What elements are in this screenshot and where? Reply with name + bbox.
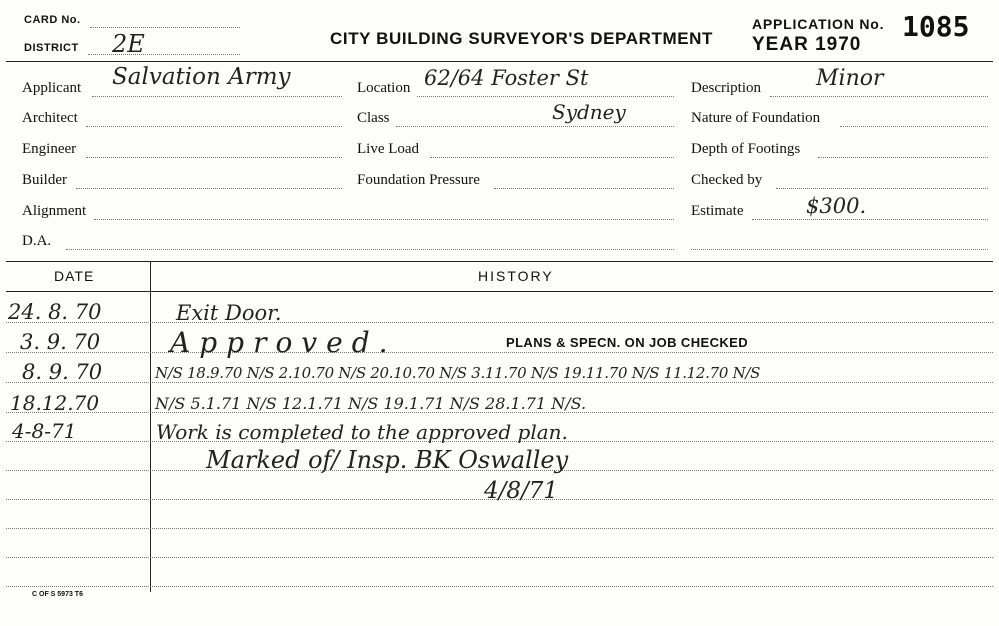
history-row-date: 3. 9. 70 <box>20 330 101 354</box>
location-label: Location <box>357 80 411 96</box>
row-rule <box>6 322 993 323</box>
card-no-line <box>90 27 240 28</box>
row-rule <box>6 557 993 558</box>
job-check-stamp: PLANS & SPECN. ON JOB CHECKED <box>506 335 749 350</box>
history-row-text: Approved. <box>170 326 397 359</box>
history-row-text: Exit Door. <box>176 301 282 325</box>
class-label: Class <box>357 110 390 126</box>
location-value: 62/64 Foster St <box>424 66 589 90</box>
row-rule <box>6 586 993 587</box>
applicant-label: Applicant <box>22 80 82 96</box>
history-row-date: 24. 8. 70 <box>8 300 102 324</box>
foundation-pressure-line <box>494 188 674 189</box>
da-line <box>66 249 674 250</box>
alignment-label: Alignment <box>22 203 87 219</box>
depth-of-footings-label: Depth of Footings <box>691 141 801 157</box>
class-line <box>396 126 674 127</box>
row-rule <box>6 352 993 353</box>
da-label: D.A. <box>22 233 52 249</box>
estimate-line <box>752 219 988 220</box>
description-line <box>770 96 988 97</box>
description-value: Minor <box>816 66 884 91</box>
live-load-line <box>430 157 674 158</box>
blank-right-line <box>691 249 988 250</box>
builder-label: Builder <box>22 172 67 188</box>
checked-by-label: Checked by <box>691 172 763 188</box>
application-no-value: 1085 <box>902 10 970 43</box>
department-title: CITY BUILDING SURVEYOR'S DEPARTMENT <box>330 29 714 48</box>
history-top-rule <box>6 261 993 262</box>
nature-line <box>840 126 988 127</box>
history-row-date: 18.12.70 <box>10 391 100 415</box>
applicant-line <box>92 96 342 97</box>
history-header: HISTORY <box>478 268 554 284</box>
engineer-line <box>86 157 342 158</box>
card-no-label: CARD No. <box>24 14 81 26</box>
depth-line <box>818 157 988 158</box>
application-no-label: APPLICATION No. <box>752 16 885 32</box>
signature-date: 4/8/71 <box>484 478 559 504</box>
district-line <box>88 54 240 55</box>
architect-label: Architect <box>22 110 78 126</box>
nature-of-foundation-label: Nature of Foundation <box>691 110 821 126</box>
location-value-2: Sydney <box>552 100 626 124</box>
estimate-value: $300. <box>806 194 867 218</box>
live-load-label: Live Load <box>357 141 420 157</box>
date-column-divider <box>150 262 151 592</box>
architect-line <box>86 126 342 127</box>
builder-line <box>76 188 342 189</box>
alignment-line <box>94 219 674 220</box>
inspector-signature: Marked of/ Insp. BK Oswalley <box>206 446 569 474</box>
history-row-text: N/S 5.1.71 N/S 12.1.71 N/S 19.1.71 N/S 28.1.71 N/S. <box>155 394 587 413</box>
header-rule <box>6 61 993 62</box>
checked-line <box>776 188 988 189</box>
history-row-date: 4-8-71 <box>12 419 77 443</box>
history-header-rule <box>6 291 993 292</box>
district-value: 2E <box>112 30 145 58</box>
date-header: DATE <box>54 268 95 284</box>
foundation-pressure-label: Foundation Pressure <box>357 172 480 188</box>
description-label: Description <box>691 80 761 96</box>
form-code: C OF S 5973 T6 <box>32 591 83 598</box>
history-row-date: 8. 9. 70 <box>22 360 103 384</box>
history-row-text: Work is completed to the approved plan. <box>156 420 568 444</box>
year-label: YEAR 1970 <box>752 34 862 55</box>
row-rule <box>6 528 993 529</box>
applicant-value: Salvation Army <box>112 64 291 90</box>
row-rule <box>6 382 993 383</box>
location-line <box>417 96 674 97</box>
district-label: DISTRICT <box>24 42 79 54</box>
engineer-label: Engineer <box>22 141 77 157</box>
estimate-label: Estimate <box>691 203 744 219</box>
history-row-text: N/S 18.9.70 N/S 2.10.70 N/S 20.10.70 N/S 3.11.70 N/S 19.11.70 N/S 11.12.70 N/S <box>155 364 761 382</box>
